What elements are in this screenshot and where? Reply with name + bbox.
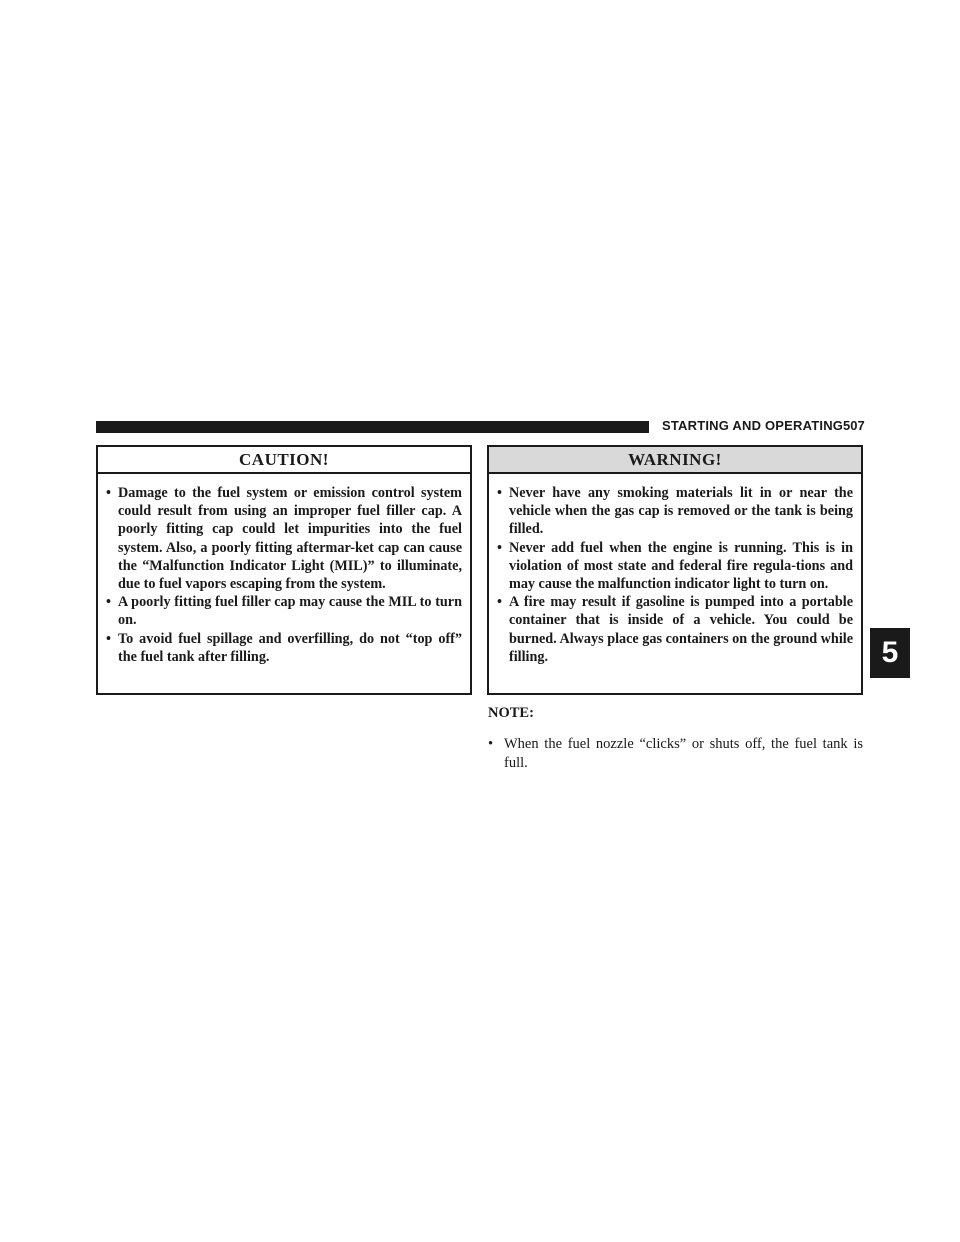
bullet-icon: • [106,485,111,501]
warning-item-text: A fire may result if gasoline is pumped into a portable container that is inside of a vehicle. You could be burned. Always place gas containers on the ground while filling. [509,594,853,665]
note-list [488,735,863,772]
caution-item-text: A poorly fitting fuel filler cap may cause the MIL to turn on. [118,594,462,629]
bullet-icon: • [497,485,502,501]
bullet-icon: • [106,630,111,647]
caution-item [106,593,462,629]
warning-item [497,484,853,539]
section-title: STARTING AND OPERATING [662,418,844,433]
note-label: NOTE: [488,705,534,721]
warning-list [489,474,861,666]
bullet-icon: • [497,594,502,611]
caution-list [98,474,470,666]
caution-heading: CAUTION! [98,447,470,474]
caution-item [106,484,462,593]
page-number: 507 [843,418,865,433]
caution-box [96,445,472,695]
warning-item [497,539,853,594]
header-rule-bar [96,421,649,433]
warning-box [487,445,863,695]
note-item-text: When the fuel nozzle “clicks” or shuts off, the fuel tank is full. [504,736,863,771]
note-item [488,735,863,772]
warning-item [497,593,853,666]
caution-item-text: Damage to the fuel system or emission control system could result from using an improper fuel filler cap. A poorly fitting cap could let impurities into the fuel system. Also, a poorly fitting aftermar-ket cap can cause the “Malfunction Indicator Light (MIL)” to illuminate, due to fuel vapors escaping from the system. [118,485,462,593]
bullet-icon: • [106,594,111,611]
warning-heading: WARNING! [489,447,861,474]
caution-item-text: To avoid fuel spillage and overfilling, do not “top off” the fuel tank after filling. [118,630,462,665]
warning-item-text: Never add fuel when the engine is running. This is in violation of most state and federal fire regula-tions and may cause the malfunction indicator light to turn on. [509,539,853,593]
bullet-icon: • [488,736,494,752]
bullet-icon: • [497,539,502,556]
warning-item-text: Never have any smoking materials lit in or near the vehicle when the gas cap is removed or the tank is being filled. [509,485,853,538]
chapter-tab: 5 [870,628,910,678]
caution-item [106,630,462,666]
